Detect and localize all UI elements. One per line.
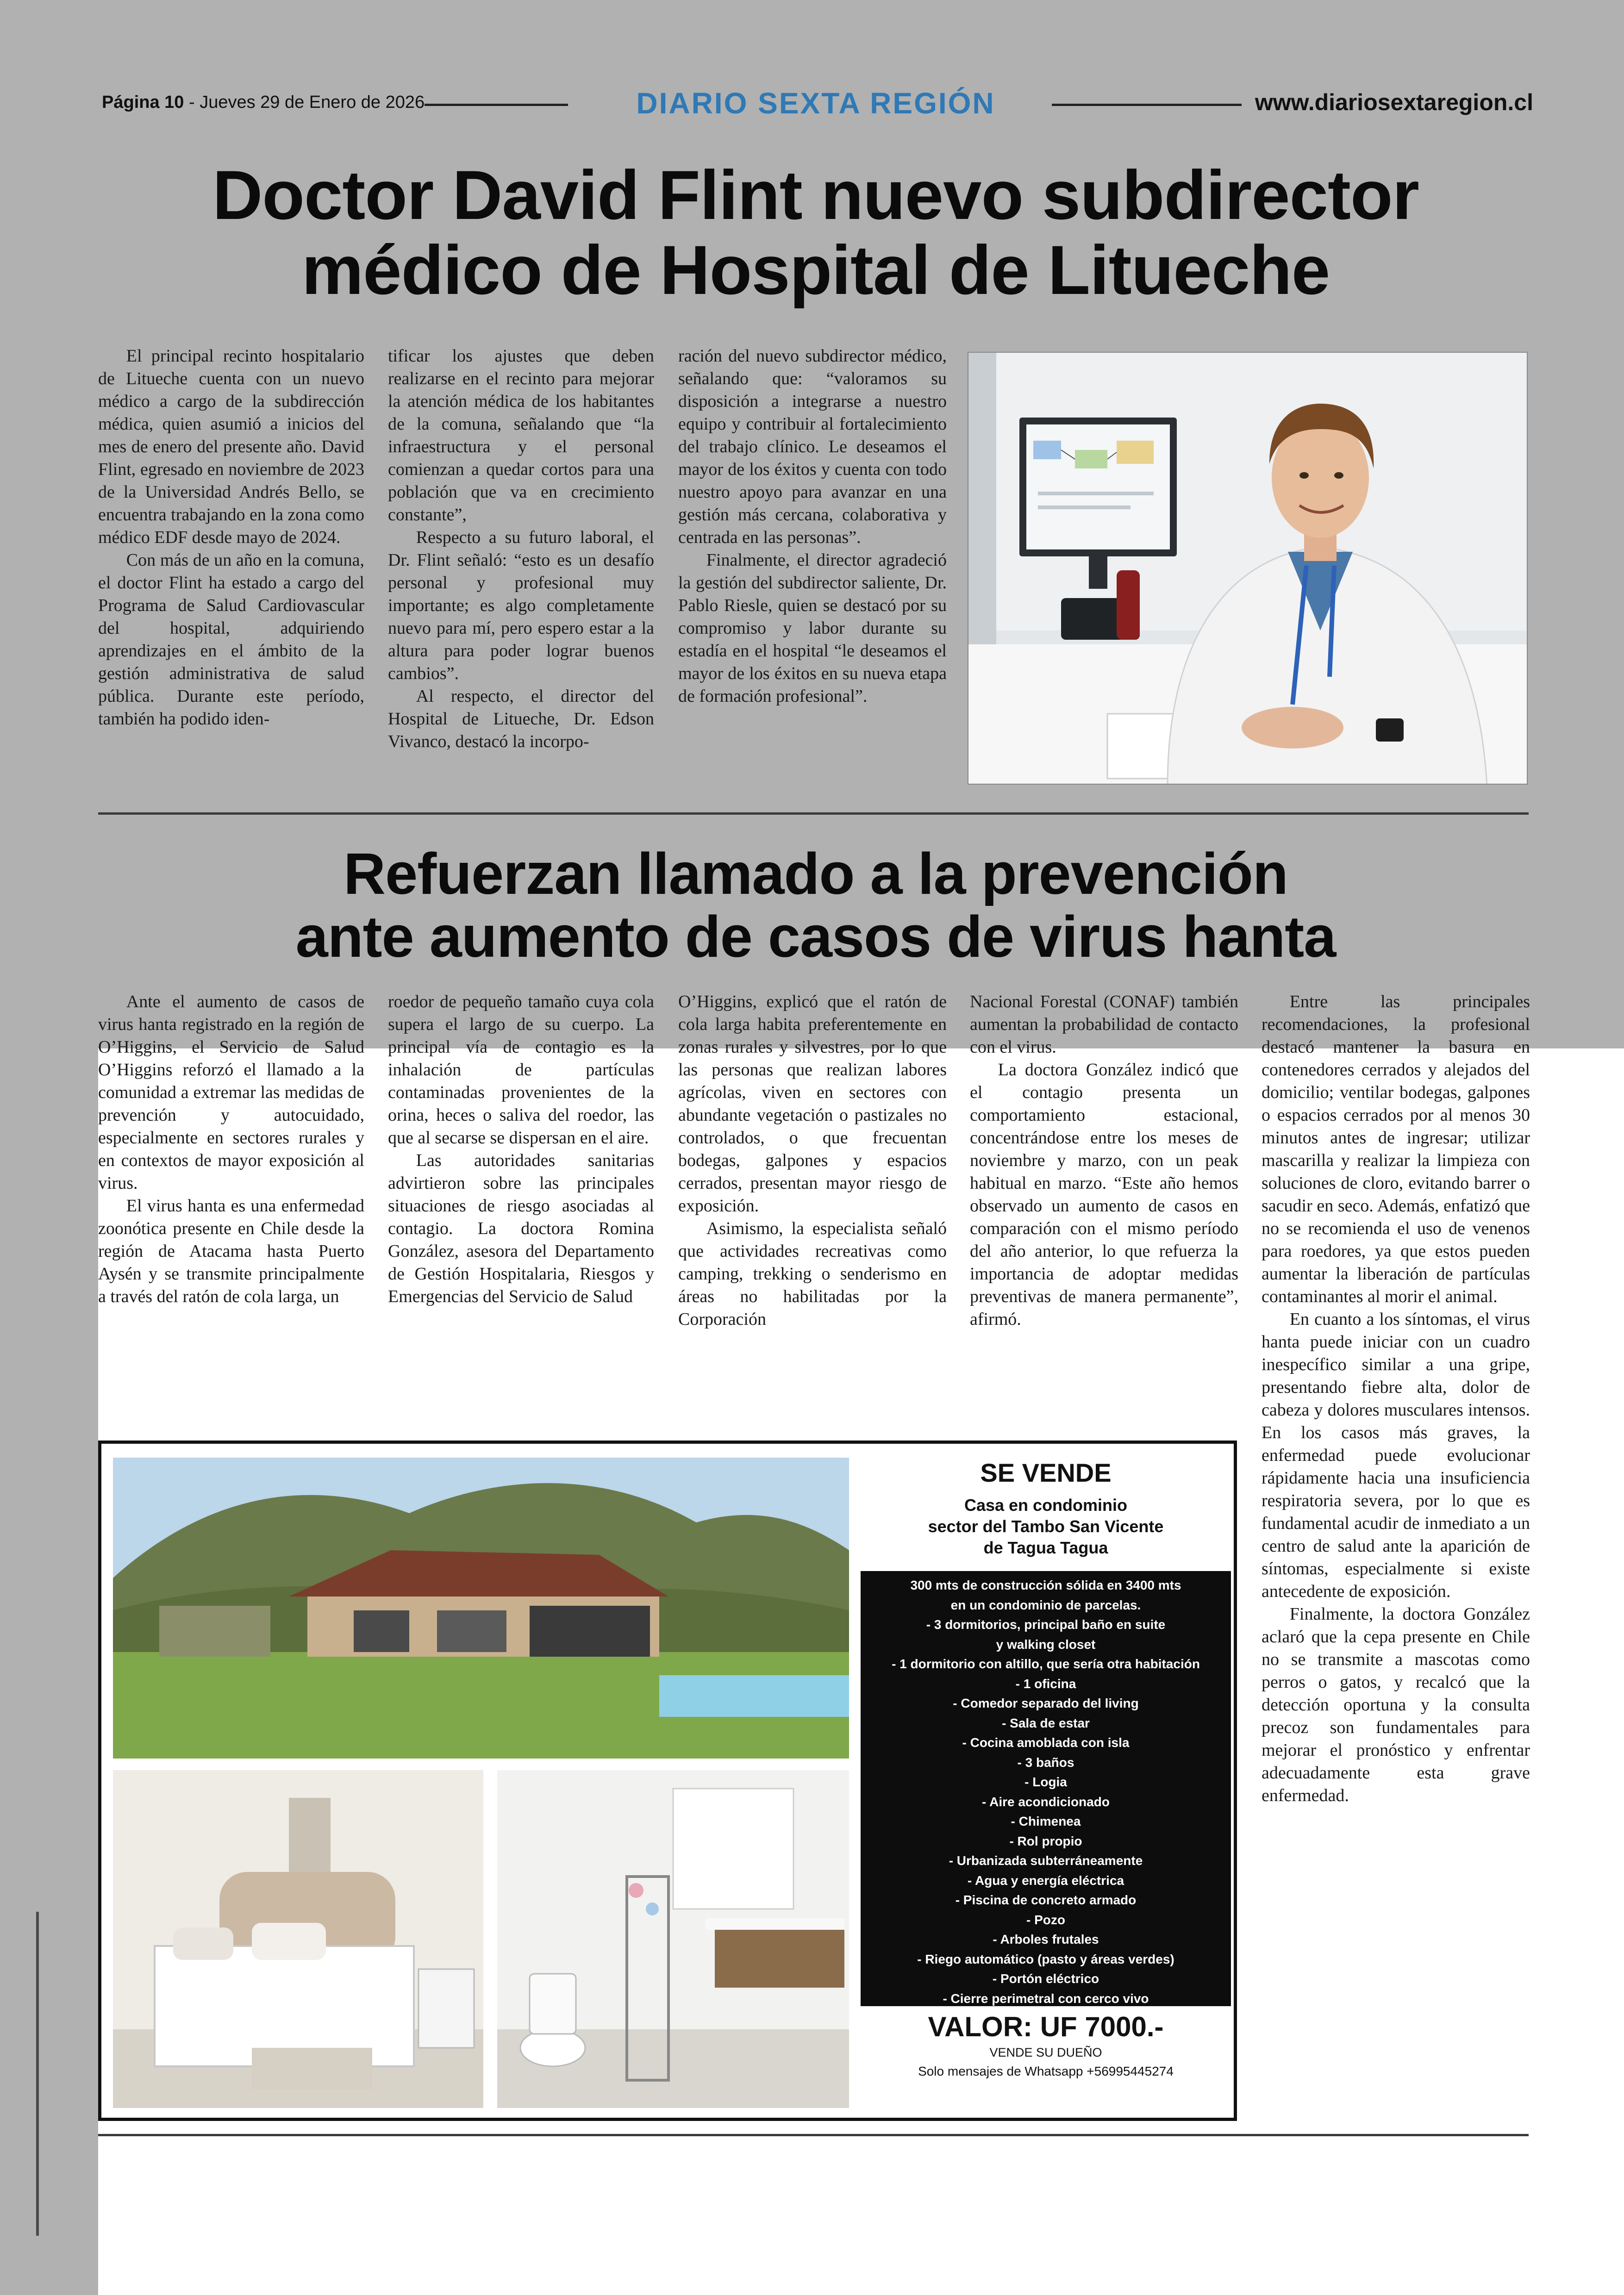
- ad-feature: - Cocina amoblada con isla: [962, 1735, 1130, 1750]
- grey-left-margin: [0, 1048, 98, 2295]
- ad-feature: - Rol propio: [1009, 1834, 1082, 1848]
- bedroom-illustration: [113, 1770, 483, 2108]
- paragraph: O’Higgins, explicó que el ratón de cola larga habita preferentemente en zonas rurales y silvestres, por lo que las personas que realizan labores agrícolas, viven en sectores con abundante vegetación o pastizales no controlados, o que frecuentan bodegas, galpones y espacios cerrados, presentan mayor riesgo de exposición.: [678, 992, 947, 1216]
- doctor-photo-illustration: [968, 353, 1528, 785]
- header-rule-right: [1052, 104, 1242, 106]
- paragraph: Nacional Forestal (CONAF) también aumentan la probabilidad de contacto con el virus.: [970, 992, 1238, 1057]
- ad-feature: - Sala de estar: [1002, 1715, 1090, 1730]
- paragraph: ración del nuevo subdirector médico, señalando que: “valoramos su disposición a integrarse a nuestro equipo y contribuir al fortalecimiento del trabajo clínico. Le deseamos el mayor de los éxitos y cuenta con todo nuestro apoyo para avanzar en una gestión más cercana, colaborativa y centrada en las personas”.: [678, 346, 947, 547]
- ad-feature: - Urbanizada subterráneamente: [949, 1853, 1143, 1868]
- article2-headline-line2: ante aumento de casos de virus hanta: [295, 904, 1336, 970]
- ad-feature: en un condominio de parcelas.: [950, 1597, 1141, 1612]
- article2-headline-line1: Refuerzan llamado a la prevención: [344, 841, 1288, 906]
- house-exterior-illustration: [113, 1458, 849, 1759]
- ad-subtitle: [861, 1495, 1231, 1559]
- paragraph: Finalmente, la doctora González aclaró que la cepa presente en Chile no se transmite a mascotas como perros o gatos, y recalcó que la detección oportuna y la consulta precoz son fundamentales para mejorar el pronóstico y enfrentar adecuadamente esta grave enfermedad.: [1262, 1604, 1530, 1805]
- ad-feature: - Chimenea: [1011, 1814, 1081, 1828]
- paragraph: Las autoridades sanitarias advirtieron sobre las principales situaciones de riesgo asociadas al contagio. La doctora Romina González, asesora del Departamento de Gestión Hospitalaria, Riesgos y Emergencias del Servicio de Salud: [388, 1151, 654, 1306]
- ad-feature: - 1 dormitorio con altillo, que sería otra habitación: [892, 1657, 1200, 1671]
- paragraph: roedor de pequeño tamaño cuya cola supera el largo de su cuerpo. La principal vía de contagio es la inhalación de partículas contaminadas provenientes de la orina, heces o saliva del roedor, las que al secarse se dispersan en el aire.: [388, 992, 654, 1148]
- ad-feature: - Pozo: [1026, 1912, 1065, 1927]
- ad-house-exterior-photo: [113, 1458, 849, 1759]
- section-divider: [98, 812, 1529, 815]
- ad-feature: 300 mts de construcción sólida en 3400 mts: [910, 1578, 1181, 1592]
- article2-column-2: [388, 991, 654, 1308]
- bathroom-illustration: [497, 1770, 849, 2108]
- paragraph: El principal recinto hospitalario de Litueche cuenta con un nuevo médico a cargo de la subdirección médica, quien asumió a inicios del mes de enero del presente año. David Flint, egresado en noviembre de 2023 de la Universidad Andrés Bello, se encuentra trabajando en la zona como médico EDF desde mayo de 2024.: [98, 346, 364, 547]
- ad-bedroom-photo: [113, 1770, 483, 2108]
- issue-date: - Jueves 29 de Enero de 2026: [184, 93, 425, 112]
- ad-features-list: [861, 1571, 1231, 2006]
- article1-headline-line2: médico de Hospital de Litueche: [301, 231, 1330, 309]
- ad-title: SE VENDE: [980, 1458, 1112, 1487]
- page-number: Página 10: [102, 93, 184, 112]
- article1-headline-line1: Doctor David Flint nuevo subdirector: [212, 156, 1419, 234]
- paragraph: tificar los ajustes que deben realizarse en el recinto para mejorar la atención médica de los habitantes de la comuna, señalando que “la infraestructura y el personal comienzan a quedar cortos para una población que va en crecimiento constante”,: [388, 346, 654, 524]
- bottom-divider: [98, 2134, 1529, 2136]
- article1-column-1: [98, 345, 364, 730]
- ad-feature: - 3 dormitorios, principal baño en suite: [926, 1617, 1166, 1632]
- article2-column-4: [970, 991, 1238, 1331]
- article2-column-5: [1262, 991, 1530, 1807]
- doctor-photo: [968, 352, 1528, 785]
- article2-column-1: [98, 991, 364, 1308]
- ad-feature: - Piscina de concreto armado: [955, 1893, 1137, 1907]
- paragraph: Respecto a su futuro laboral, el Dr. Flint señaló: “esto es un desafío personal y profesional muy importante; es algo completamente nuevo para mí, pero espero estar a la altura para poder lograr buenos cambios”.: [388, 528, 654, 683]
- paragraph: En cuanto a los síntomas, el virus hanta puede iniciar con un cuadro inespecífico similar a una gripe, presentando fiebre alta, dolor de cabeza y dolores musculares intensos. En los casos más graves, la enfermedad puede evolucionar rápidamente hacia una insuficiencia respiratoria severa, por lo que es fundamental acudir de inmediato a un centro de salud ante la aparición de síntomas, especialmente si existe antecedente de exposición.: [1262, 1310, 1530, 1601]
- page-header: [98, 86, 1533, 128]
- paragraph: La doctora González indicó que el contagio presenta un comportamiento estacional, concentrándose entre los meses de noviembre y marzo, con un peak habitual en marzo. “Este año hemos observado un aumento de casos en comparación con el mismo período del año anterior, lo que refuerza la importancia de adoptar medidas preventivas de manera permanente”, afirmó.: [970, 1060, 1238, 1329]
- ad-feature: - Portón eléctrico: [992, 1971, 1099, 1986]
- paragraph: Finalmente, el director agradeció la gestión del subdirector saliente, Dr. Pablo Riesle, quien se destacó por su compromiso y labor durante su estadía en el hospital “le deseamos el mayor de los éxitos en su nueva etapa de formación profesional”.: [678, 550, 947, 706]
- article1-headline: [98, 157, 1533, 307]
- ad-subtitle-line: de Tagua Tagua: [983, 1538, 1108, 1557]
- ad-feature: y walking closet: [996, 1637, 1096, 1652]
- ad-feature: - Agua y energía eléctrica: [967, 1873, 1124, 1888]
- ad-subtitle-line: Casa en condominio: [964, 1496, 1128, 1515]
- page-date-line: [102, 93, 425, 112]
- ad-feature: - Aire acondicionado: [982, 1794, 1110, 1809]
- ad-price: VALOR: UF 7000.-: [928, 2011, 1164, 2042]
- ad-contact: Solo mensajes de Whatsapp +56995445274: [918, 2064, 1174, 2078]
- paragraph: Ante el aumento de casos de virus hanta registrado en la región de O’Higgins, el Servicio de Salud O’Higgins reforzó el llamado a la comunidad a extremar las medidas de prevención y autocuidado, especialmente en sectores rurales y en contextos de mayor exposición al virus.: [98, 992, 364, 1193]
- masthead: DIARIO SEXTA REGIÓN: [636, 87, 995, 120]
- ad-feature: - Riego automático (pasto y áreas verdes): [917, 1952, 1174, 1966]
- ad-feature: - Logia: [1024, 1775, 1067, 1789]
- paragraph: Asimismo, la especialista señaló que actividades recreativas como camping, trekking o senderismo en áreas no habilitadas por la Corporación: [678, 1219, 947, 1329]
- paragraph: Al respecto, el director del Hospital de Litueche, Dr. Edson Vivanco, destacó la incorpo-: [388, 686, 654, 751]
- article1-column-3: [678, 345, 947, 708]
- left-margin-rule: [36, 1912, 39, 2236]
- article1-column-2: [388, 345, 654, 753]
- header-rule-left: [425, 104, 568, 106]
- paragraph: Con más de un año en la comuna, el doctor Flint ha estado a cargo del Programa de Salud Cardiovascular del hospital, adquiriendo aprendizajes en el ámbito de la gestión administrativa de salud pública. Durante este período, también ha podido iden-: [98, 550, 364, 729]
- ad-feature: - Arboles frutales: [993, 1932, 1099, 1946]
- ad-feature: - Comedor separado del living: [953, 1696, 1139, 1710]
- ad-owner-note: VENDE SU DUEÑO: [989, 2046, 1102, 2059]
- ad-feature: - 3 baños: [1017, 1755, 1074, 1770]
- ad-subtitle-line: sector del Tambo San Vicente: [928, 1517, 1164, 1536]
- paragraph: Entre las principales recomendaciones, la profesional destacó mantener la basura en contenedores cerrados y alejados del domicilio; ventilar bodegas, galpones o espacios cerrados por al menos 30 minutos antes de ingresar; utilizar mascarilla y realizar la limpieza con soluciones de cloro, evitando barrer o sacudir en seco. Además, enfatizó que no se recomienda el uso de venenos para roedores, ya que estos pueden aumentar la liberación de partículas contaminantes al morir el animal.: [1262, 992, 1530, 1306]
- ad-bathroom-photo: [497, 1770, 849, 2108]
- ad-feature: - Cierre perimetral con cerco vivo: [943, 1991, 1149, 2006]
- paragraph: El virus hanta es una enfermedad zoonótica presente en Chile desde la región de Atacama hasta Puerto Aysén y se transmite principalmente a través del ratón de cola larga, un: [98, 1196, 364, 1306]
- article2-headline: [98, 842, 1533, 968]
- ad-feature: - 1 oficina: [1015, 1676, 1076, 1691]
- website-link[interactable]: www.diariosextaregion.cl: [1255, 89, 1533, 115]
- article2-column-3: [678, 991, 947, 1331]
- real-estate-ad: [98, 1441, 1237, 2121]
